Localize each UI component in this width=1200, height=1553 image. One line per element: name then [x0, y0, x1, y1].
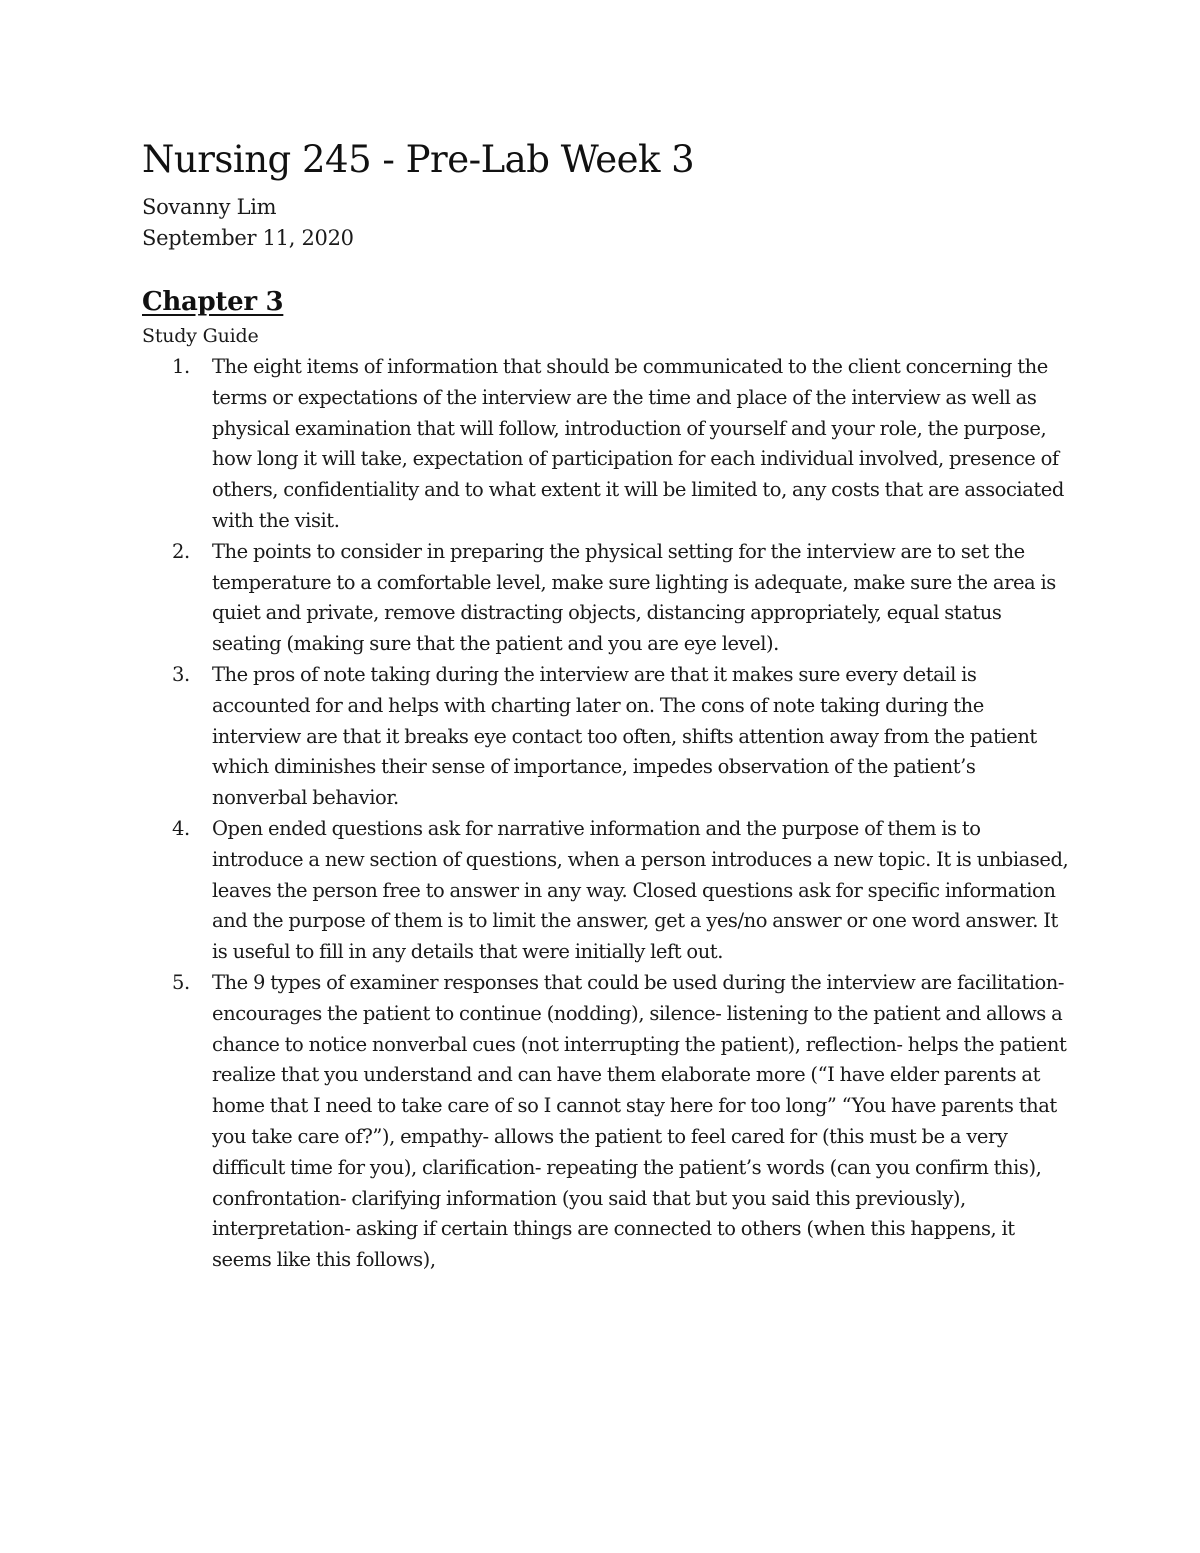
- document-date: September 11, 2020: [142, 226, 354, 250]
- list-item-number: 2.: [172, 539, 190, 563]
- list-item: [142, 968, 1072, 1276]
- list-item: [142, 352, 1072, 537]
- list-item-number: 1.: [172, 355, 190, 378]
- author-name: Sovanny Lim: [142, 195, 277, 219]
- document-page: [142, 138, 1072, 1276]
- study-guide-list: [142, 352, 1072, 1276]
- list-item-number: 5.: [172, 970, 190, 994]
- list-item-text: Open ended questions ask for narrative information and the purpose of them is to introduce a new section of questions, when a person introduces a new topic. It is unbiased, leaves the person free to answer in any way. Closed questions ask for specific information and the purpose of them is to limit the answer, get a yes/no answer or one word answer. It is useful to fill in any details that were initially left out.: [212, 816, 1069, 964]
- list-item-number: 4.: [172, 816, 190, 840]
- section-subheading: Study Guide: [142, 325, 259, 347]
- list-item-text: The 9 types of examiner responses that could be used during the interview are facilitation- encourages the patient to continue (nodding), silence- listening to the patient and allows a chance to notice nonverbal cues (not interrupting the patient), reflection- helps the patient realize that you understand and can have them elaborate more (“I have elder parents at home that I need to take care of so I cannot stay here for too long” “You have parents that you take care of?”), empathy- allows the patient to feel cared for (this must be a very difficult time for you), clarification- repeating the patient’s words (can you confirm this), confrontation- clarifying information (you said that but you said this previously), interpretation- asking if certain things are connected to others (when this happens, it seems like this follows),: [212, 970, 1067, 1272]
- list-item-number: 3.: [172, 662, 190, 686]
- chapter-heading: Chapter 3: [142, 287, 284, 317]
- list-item-text: The eight items of information that should be communicated to the client concerning the terms or expectations of the interview are the time and place of the interview as well as physical examination that will follow, introduction of yourself and your role, the purpose, how long it will take, expectation of participation for each individual involved, presence of others, confidentiality and to what extent it will be limited to, any costs that are associated with the visit.: [212, 355, 1064, 532]
- list-item-text: The pros of note taking during the interview are that it makes sure every detail is accounted for and helps with charting later on. The cons of note taking during the interview are that it breaks eye contact too often, shifts attention away from the patient which diminishes their sense of importance, impedes observation of the patient’s nonverbal behavior.: [212, 662, 1037, 810]
- list-item-text: The points to consider in preparing the physical setting for the interview are to set the temperature to a comfortable level, make sure lighting is adequate, make sure the area is quiet and private, remove distracting objects, distancing appropriately, equal status seating (making sure that the patient and you are eye level).: [212, 539, 1056, 656]
- document-title: Nursing 245 - Pre-Lab Week 3: [142, 138, 695, 181]
- list-item: [142, 537, 1072, 660]
- list-item: [142, 660, 1072, 814]
- list-item: [142, 814, 1072, 968]
